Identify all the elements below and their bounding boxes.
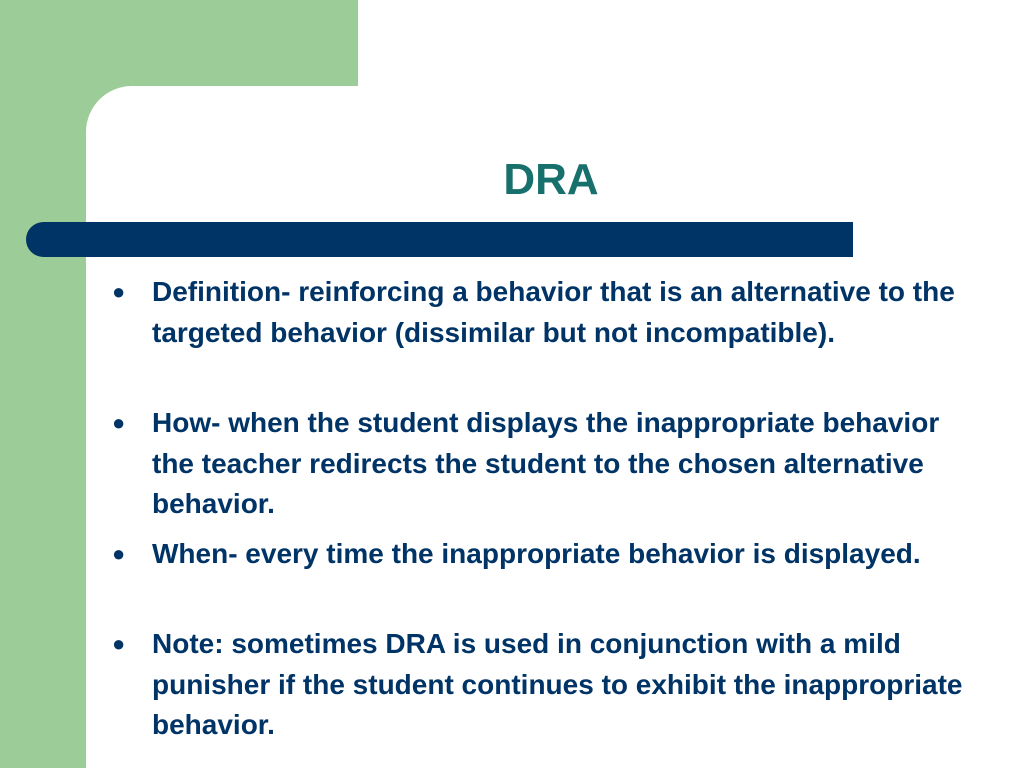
bullet-dot-icon: ● [112, 631, 126, 656]
slide-title: DRA [503, 155, 599, 204]
bullet-text: Definition- reinforcing a behavior that is an alternative to the targeted behavior (dissimilar but not incompatible). [152, 276, 955, 348]
bullet-text: How- when the student displays the inappropriate behavior the teacher redirects the student to the chosen alternative behavior. [152, 407, 940, 519]
bullet-text: Note: sometimes DRA is used in conjunction with a mild punisher if the student continues to exhibit the inappropriate behavior. [152, 628, 963, 740]
bullet-dot-icon: ● [112, 279, 126, 304]
bullet-dot-icon: ● [112, 541, 126, 566]
bullet-dot-icon: ● [112, 410, 126, 435]
bullet-text: When- every time the inappropriate behavior is displayed. [152, 538, 921, 569]
